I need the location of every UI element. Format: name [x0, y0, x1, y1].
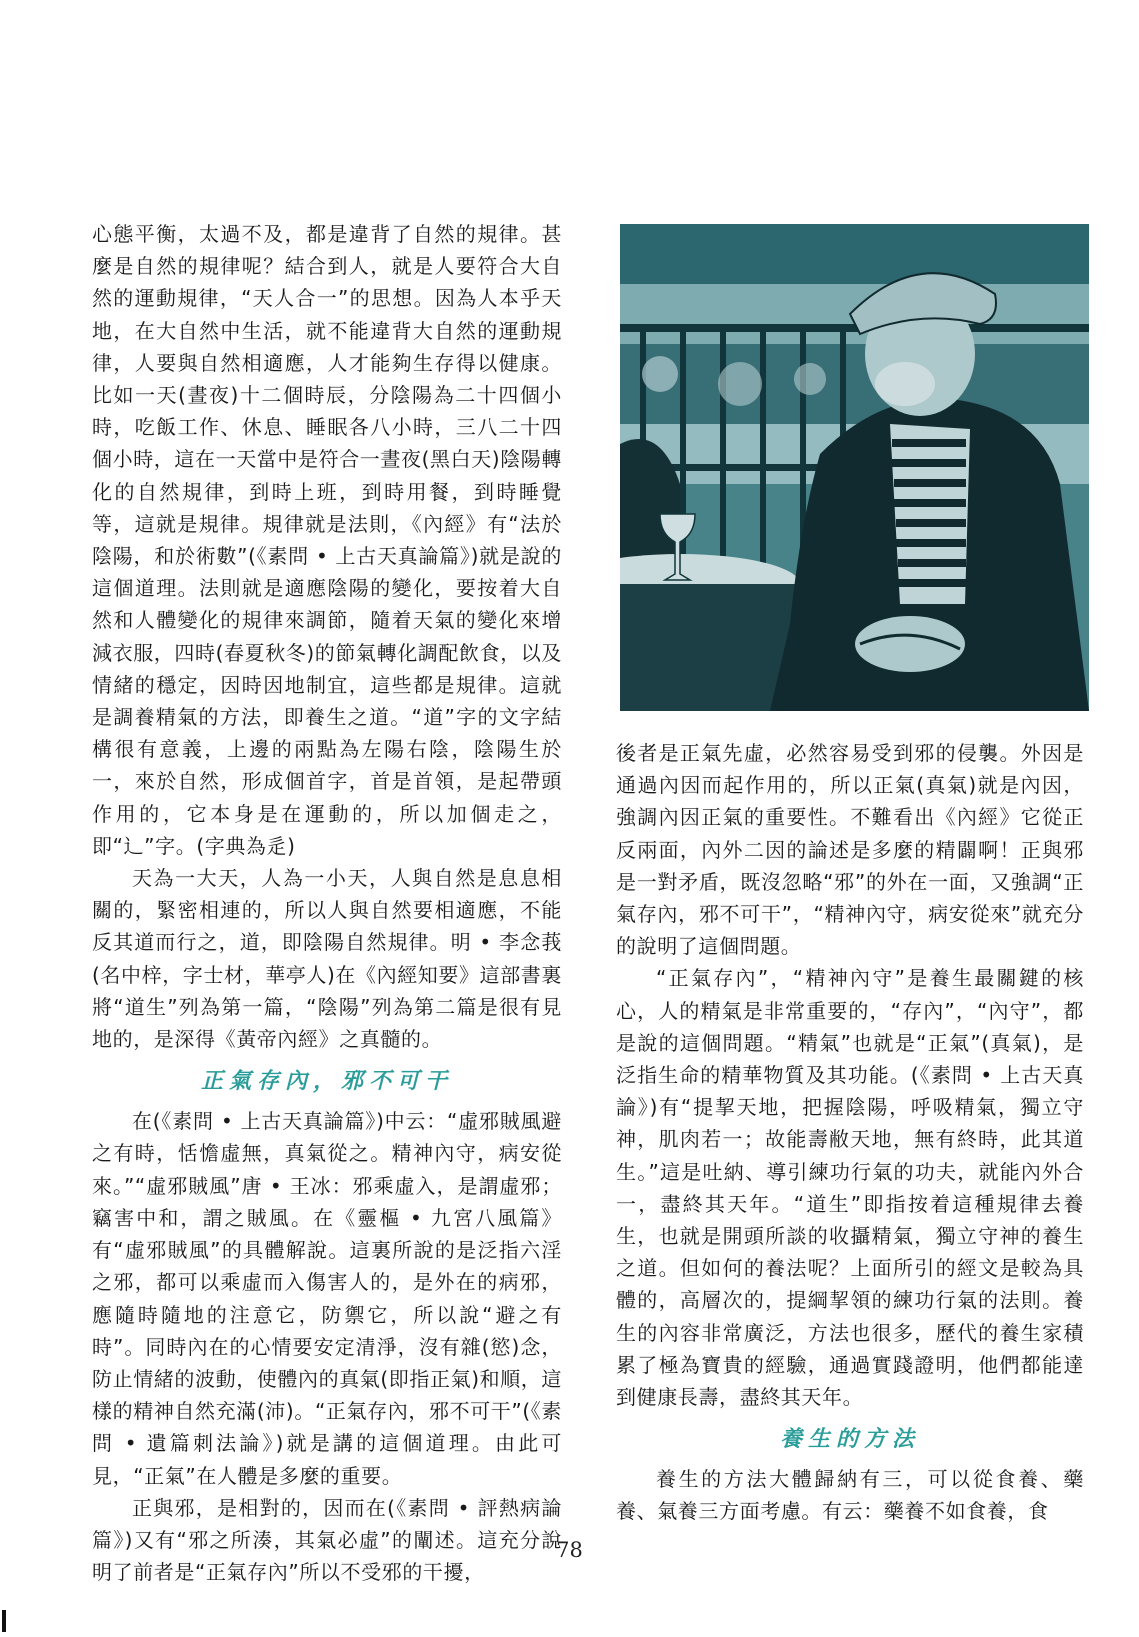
right-text-column: [616, 737, 1084, 1528]
section-heading: 正氣存內，邪不可干: [200, 1068, 453, 1095]
left-text-column: [92, 218, 562, 1588]
paragraph: 天為一大天，人為一小天，人與自然是息息相關的，緊密相連的，所以人與自然要相適應，不能反其道而行之，道，即陰陽自然規律。明 • 李念莪(名中梓，字士材，華亭人)在《內經知要》這部書裏將“道生”列為第一篇，“陰陽”列為第二篇是很有見地的，是深得《黃帝內經》之真髓的。: [92, 866, 563, 1052]
paragraph: 後者是正氣先虛，必然容易受到邪的侵襲。外因是通過內因而起作用的，所以正氣(真氣)就是內因，強調內因正氣的重要性。不難看出《內經》它從正反兩面，內外二因的論述是多麼的精闢啊！正與邪是一對矛盾，既沒忽略“邪”的外在一面，又強調“正氣存內，邪不可干”，“精神內守，病安從來”就充分的說明了這個問題。: [616, 741, 1084, 959]
paragraph: 養生的方法大體歸納有三，可以從食養、藥養、氣養三方面考慮。有云：藥養不如食養，食: [616, 1467, 1084, 1524]
paragraph: 心態平衡，太過不及，都是違背了自然的規律。甚麼是自然的規律呢？結合到人，就是人要符合大自然的運動規律，“天人合一”的思想。因為人本乎天地，在大自然中生活，就不能違背大自然的運動規律，人要與自然相適應，人才能夠生存得以健康。比如一天(晝夜)十二個時辰，分陰陽為二十四個小時，吃飯工作、休息、睡眠各八小時，三八二十四個小時，這在一天當中是符合一晝夜(黑白天)陰陽轉化的自然規律，到時上班，到時用餐，到時睡覺等，這就是規律。規律就是法則，《內經》有“法於陰陽，和於術數”(《素問 • 上古天真論篇》)就是說的這個道理。法則就是適應陰陽的變化，要按着大自然和人體變化的規律來調節，隨着天氣的變化來增減衣服，四時(春夏秋冬)的節氣轉化調配飲食，以及情緒的穩定，因時因地制宜，這些都是規律。這就是調養精氣的方法，即養生之道。“道”字的文字結構很有意義，上邊的兩點為左陽右陰，陰陽生於一，來於自然，形成個首字，首是首領，是起帶頭作用的，它本身是在運動的，所以加個走之，即“辶”字。(字典為辵): [92, 222, 563, 858]
paragraph: 在(《素問 • 上古天真論篇》)中云：“虛邪賊風避之有時，恬憺虛無，真氣從之。精神內守，病安從來。”“虛邪賊風”唐 • 王冰：邪乘虛入，是謂虛邪；竊害中和，謂之賊風。在《靈樞 • 九宮八風篇》有“虛邪賊風”的具體解說。這裏所說的是泛指六淫之邪，都可以乘虛而入傷害人的，是外在的病邪，應隨時隨地的注意它，防禦它，所以說“避之有時”。同時內在的心情要安定清淨，沒有雜(慾)念，防止情緒的波動，使體內的真氣(即指正氣)和順，這樣的精神自然充滿(沛)。“正氣存內，邪不可干”(《素問 • 遺篇刺法論》)就是講的這個道理。由此可見，“正氣”在人體是多麼的重要。: [92, 1109, 563, 1488]
paragraph: “正氣存內”，“精神內守”是養生最關鍵的核心，人的精氣是非常重要的，“存內”，“內守”，都是說的這個問題。“精氣”也就是“正氣”(真氣)，是泛指生命的精華物質及其功能。(《素問 • 上古天真論》)有“提挈天地，把握陰陽，呼吸精氣，獨立守神，肌肉若一；故能壽敝天地，無有終時，此其道生。”這是吐納、導引練功行氣的功夫，就能內外合一，盡終其天年。“道生”即指按着這種規律去養生，也就是開頭所談的收攝精氣，獨立守神的養生之道。但如何的養法呢？上面所引的經文是較為具體的，高層次的，提綱挈領的練功行氣的法則。養生的內容非常廣泛，方法也很多，歷代的養生家積累了極為寶貴的經驗，通過實踐證明，他們都能達到健康長壽，盡終其天年。: [616, 966, 1084, 1410]
page-number: 78: [556, 1538, 583, 1562]
photo-elderly-man: [620, 224, 1089, 711]
paragraph: 正與邪，是相對的，因而在(《素問 • 評熱病論篇》)又有“邪之所湊，其氣必虛”的闡述。這充分說明了前者是“正氣存內”所以不受邪的干擾，: [92, 1495, 562, 1585]
photo-illustration: [620, 224, 1089, 711]
crop-mark: [2, 1610, 6, 1632]
section-heading: 養生的方法: [779, 1426, 920, 1453]
